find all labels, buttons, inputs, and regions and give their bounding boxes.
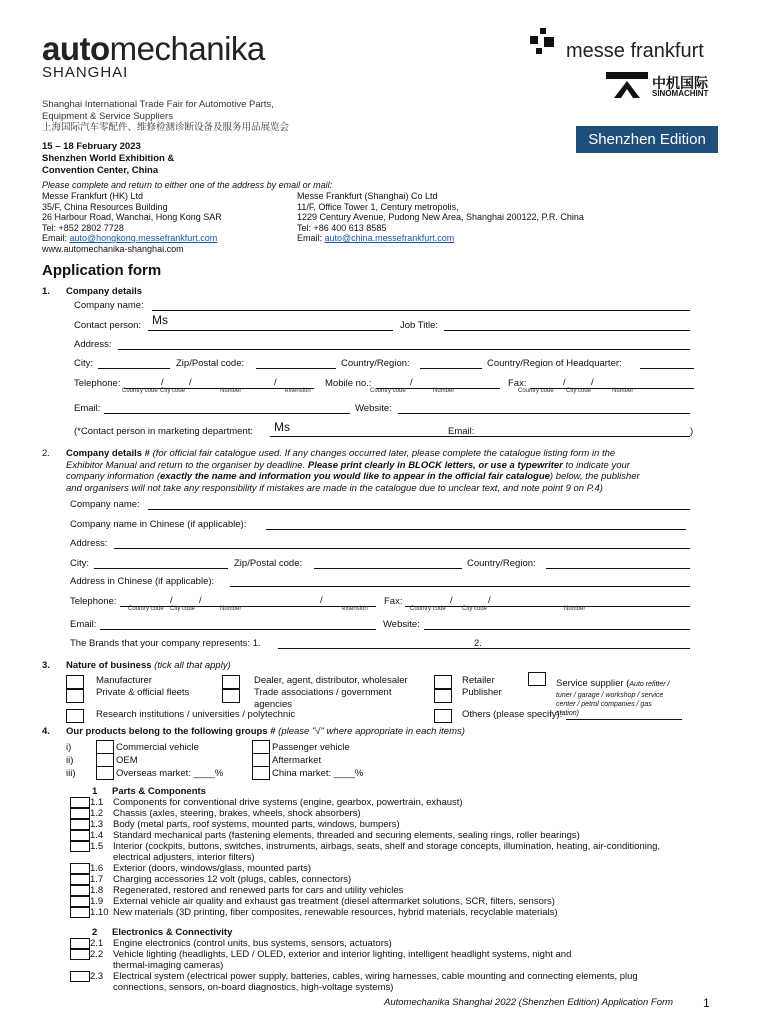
- list-item: Body (metal parts, roof systems, mounted parts, windows, bumpers): [113, 819, 400, 830]
- checkbox-manufacturer[interactable]: [66, 675, 84, 689]
- list-item: connections, sensors, on-board diagnostics, high-voltage systems): [113, 982, 394, 993]
- s2-company-cn-label: Company name in Chinese (if applicable):: [70, 519, 247, 530]
- s1-website-label: Website:: [355, 403, 392, 414]
- s1-contact-value: Ms: [152, 313, 168, 327]
- cc-hint: Country code: [122, 388, 158, 394]
- checkbox-publisher[interactable]: [434, 689, 452, 703]
- page-number: 1: [703, 996, 710, 1010]
- vehicle-roman: i) ii) iii): [66, 742, 76, 779]
- list-item: electrical adjusters, interior filters): [113, 852, 255, 863]
- s1-city-label: City:: [74, 358, 93, 369]
- checkbox-dealer[interactable]: [222, 675, 240, 689]
- contact-intro: Please complete and return to either one of the address by email or mail:: [42, 180, 333, 190]
- checkbox-1-8[interactable]: [70, 885, 90, 896]
- s1-zip-field[interactable]: [256, 368, 336, 369]
- extension-hint: extension: [285, 388, 311, 394]
- form-title: Application form: [42, 262, 162, 279]
- s2-city-field[interactable]: [94, 568, 228, 569]
- s1-marketing-email-label: Email:: [448, 426, 475, 437]
- s1-country-label: Country/Region:: [341, 358, 410, 369]
- s1-city-field[interactable]: [98, 368, 170, 369]
- s2-country-label: Country/Region:: [467, 558, 536, 569]
- list-item: thermal-imaging cameras): [113, 960, 224, 971]
- logo-city: SHANGHAI: [42, 64, 129, 81]
- footer-text: Automechanika Shanghai 2022 (Shenzhen Edition) Application Form: [384, 997, 674, 1008]
- group-1-number: 1: [92, 786, 98, 797]
- s2-company-name-label: Company name:: [70, 499, 140, 510]
- section-3-number: 3.: [42, 660, 50, 671]
- checkbox-1-5[interactable]: [70, 841, 90, 852]
- nature-others-label: Others (please specify):: [462, 709, 563, 720]
- s1-job-title-label: Job Title:: [400, 320, 439, 331]
- checkbox-1-4[interactable]: [70, 830, 90, 841]
- s1-address-field[interactable]: [118, 349, 690, 350]
- group-1-title: Parts & Components: [112, 786, 206, 797]
- hk-email-link[interactable]: auto@hongkong.messefrankfurt.com: [69, 233, 218, 243]
- s1-contact-label: Contact person:: [74, 320, 142, 331]
- nature-col2: Dealer, agent, distributor, wholesaler Trade associations / government agencies: [254, 675, 408, 710]
- s1-marketing-field[interactable]: [270, 436, 690, 437]
- nature-others-field[interactable]: [566, 719, 682, 720]
- nature-col4: Service supplier (Auto refitter / tuner / garage / workshop / service center / petrol companies / gas station): [556, 678, 670, 717]
- checkbox-oem[interactable]: [96, 753, 114, 767]
- s2-company-cn-field[interactable]: [266, 529, 686, 530]
- s1-country-field[interactable]: [420, 368, 482, 369]
- s1-job-title-field[interactable]: [444, 330, 690, 331]
- s2-company-name-field[interactable]: [148, 509, 690, 510]
- s2-zip-label: Zip/Postal code:: [234, 558, 303, 569]
- checkbox-2-2[interactable]: [70, 949, 90, 960]
- vehicle-left-labels: Commercial vehicle OEM Overseas market: ____%: [116, 742, 224, 779]
- checkbox-passenger-vehicle[interactable]: [252, 740, 270, 754]
- group-2-title: Electronics & Connectivity: [112, 927, 233, 938]
- s2-fax-field[interactable]: [405, 606, 690, 607]
- list-item: Interior (cockpits, buttons, switches, instruments, airbags, seats, shelf and storage concepts, illumination, heating, air-conditioning,: [113, 841, 661, 852]
- sh-email-link[interactable]: auto@china.messefrankfurt.com: [324, 233, 455, 243]
- list-item: Standard mechanical parts (fastening elements, threaded and securing elements, sealing rings, roller bearings): [113, 830, 580, 841]
- nature-research-label: Research institutions / universities / polytechnic: [96, 709, 296, 720]
- checkbox-research[interactable]: [66, 709, 84, 723]
- s2-zip-field[interactable]: [314, 568, 462, 569]
- nature-col3: Retailer Publisher: [462, 675, 502, 698]
- vehicle-right-labels: Passenger vehicle Aftermarket China market: ____%: [272, 742, 364, 779]
- s1-marketing-label: (*Contact person in marketing department:: [74, 426, 254, 437]
- s2-website-label: Website:: [383, 619, 420, 630]
- section-1-title: Company details: [66, 286, 143, 297]
- checkbox-1-2[interactable]: [70, 808, 90, 819]
- s2-brands-2: 2.: [474, 638, 482, 649]
- list-item: Regenerated, restored and renewed parts for cars and utility vehicles: [113, 885, 404, 896]
- section-1-number: 1.: [42, 286, 50, 297]
- s2-telephone-label: Telephone:: [70, 596, 117, 607]
- checkbox-others[interactable]: [434, 709, 452, 723]
- website-url: www.automechanika-shanghai.com: [42, 243, 184, 254]
- number-hint: Number: [220, 388, 242, 394]
- section-4-title: Our products belong to the following groups # (please "√" where appropriate in each items): [66, 726, 465, 737]
- s1-country-hq-label: Country/Region of Headquarter:: [487, 358, 622, 369]
- checkbox-commercial-vehicle[interactable]: [96, 740, 114, 754]
- s1-telephone-label: Telephone:: [74, 378, 121, 389]
- list-item: External vehicle air quality and exhaust gas treatment (diesel aftermarket solutions, SCR, filters, sensors): [113, 896, 555, 907]
- s1-zip-label: Zip/Postal code:: [176, 358, 245, 369]
- s1-email-field[interactable]: [104, 413, 350, 414]
- s1-contact-field[interactable]: [148, 330, 393, 331]
- s2-email-field[interactable]: [100, 629, 376, 630]
- group-1-codes: 1.1 1.2 1.3 1.4 1.5 1.6 1.7 1.8 1.9 1.10: [90, 797, 109, 918]
- s1-company-name-field[interactable]: [152, 310, 690, 311]
- checkbox-fleets[interactable]: [66, 689, 84, 703]
- list-item: Electrical system (electrical power supply, batteries, cables, wiring harnesses, cable mounting and connecting elements, plug: [113, 971, 638, 982]
- checkbox-1-9[interactable]: [70, 896, 90, 907]
- s1-website-field[interactable]: [398, 413, 690, 414]
- list-item: Exterior (doors, windows/glass, mounted parts): [113, 863, 311, 874]
- citycode-hint: City code: [160, 388, 186, 394]
- group-2-codes: 2.1 2.2 2.3: [90, 938, 104, 982]
- s2-address-cn-label: Address in Chinese (if applicable):: [70, 576, 215, 587]
- group-1-items: [113, 797, 718, 918]
- sinomachint-cn: 中机国际: [652, 75, 708, 91]
- s2-brands-field[interactable]: [278, 648, 690, 649]
- section-4-number: 4.: [42, 726, 50, 737]
- s1-country-hq-field[interactable]: [640, 368, 694, 369]
- s1-company-name-label: Company name:: [74, 300, 144, 311]
- list-item: Charging accessories 12 volt (plugs, cables, connectors): [113, 874, 352, 885]
- s2-email-label: Email:: [70, 619, 97, 630]
- s2-country-field[interactable]: [546, 568, 690, 569]
- checkbox-china-market[interactable]: [252, 766, 270, 780]
- sinomachint-en: SINOMACHINT: [652, 89, 709, 98]
- group-2-number: 2: [92, 927, 98, 938]
- list-item: Vehicle lighting (headlights, LED / OLED, exterior and interior lighting, intelligent headlight systems, night and: [113, 949, 572, 960]
- section-3-title: Nature of business (tick all that apply): [66, 660, 231, 671]
- list-item: Components for conventional drive systems (engine, gearbox, powertrain, exhaust): [113, 797, 463, 808]
- list-item: New materials (3D printing, fiber composites, renewable resources, hybrid materials, recyclable materials): [113, 907, 558, 918]
- checkbox-overseas[interactable]: [96, 766, 114, 780]
- checkbox-2-1[interactable]: [70, 938, 90, 949]
- s1-email-label: Email:: [74, 403, 101, 414]
- messe-frankfurt-logo-icon: [530, 28, 562, 56]
- section-2-description: Company details # (for official fair catalogue used. If any changes occurred later, please complete the catalogue listing form in the Exhibitor Manual and return to the organiser by deadline. Please print clearly in BLOCK letters, or use a typewriter to indicate your company information (exactly the name and information you would like to appear in the official fair catalogue) below, the publisher and organisers will not take any responsibility if mistakes are made in the catalogue due to unclear text, and note point 9 on P.4): [66, 448, 640, 494]
- checkbox-aftermarket[interactable]: [252, 753, 270, 767]
- list-item: Engine electronics (control units, bus systems, sensors, actuators): [113, 938, 392, 949]
- checkbox-1-6[interactable]: [70, 863, 90, 874]
- sh-address: Messe Frankfurt (Shanghai) Co Ltd 11/F, Office Tower 1, Century metropolis, 1229 Century Avenue, Pudong New Area, Shanghai 200122, P.R. China Tel: +86 400 613 8585 Email: auto@china.messefrankfurt.com: [297, 191, 584, 243]
- s1-address-label: Address:: [74, 339, 112, 350]
- s1-fax-label: Fax:: [508, 378, 527, 389]
- hk-address: Messe Frankfurt (HK) Ltd 35/F, China Resources Building 26 Harbour Road, Wanchai, Hong Kong SAR Tel: +852 2802 7728 Email: auto@hongkong.messefrankfurt.com www.automechanika-shanghai.com: [42, 191, 222, 254]
- edition-badge: Shenzhen Edition: [576, 126, 718, 153]
- s2-fax-label: Fax:: [384, 596, 403, 607]
- checkbox-trade-assoc[interactable]: [222, 689, 240, 703]
- messe-frankfurt-name: messe frankfurt: [566, 40, 704, 62]
- checkbox-2-3[interactable]: [70, 971, 90, 982]
- fair-description: Shanghai International Trade Fair for Automotive Parts, Equipment & Service Suppliers 上海国际汽车零配件、维修检测诊断设备及服务用品展览会: [42, 99, 290, 133]
- list-item: Chassis (axles, steering, brakes, wheels, shock absorbers): [113, 808, 361, 819]
- s1-mobile-label: Mobile no.:: [325, 378, 372, 389]
- event-info: 15 – 18 February 2023 Shenzhen World Exhibition & Convention Center, China: [42, 141, 175, 176]
- s1-marketing-value: Ms: [274, 420, 290, 434]
- sinomachint-logo-icon: [606, 72, 648, 98]
- checkbox-service-supplier[interactable]: [528, 672, 546, 686]
- section-2-number: 2.: [42, 448, 50, 459]
- s2-address-label: Address:: [70, 538, 108, 549]
- checkbox-retailer[interactable]: [434, 675, 452, 689]
- checkbox-1-1[interactable]: [70, 797, 90, 808]
- s2-city-label: City:: [70, 558, 89, 569]
- s2-website-field[interactable]: [424, 629, 690, 630]
- nature-col1: Manufacturer Private & official fleets: [96, 675, 190, 698]
- s2-address-cn-field[interactable]: [230, 586, 690, 587]
- automechanika-logo: automechanika: [42, 30, 265, 67]
- checkbox-1-7[interactable]: [70, 874, 90, 885]
- group-2-items: [113, 938, 718, 993]
- checkbox-1-10[interactable]: [70, 907, 90, 918]
- s2-brands-label: The Brands that your company represents: 1.: [70, 638, 261, 649]
- s2-address-field[interactable]: [114, 548, 690, 549]
- checkbox-1-3[interactable]: [70, 819, 90, 830]
